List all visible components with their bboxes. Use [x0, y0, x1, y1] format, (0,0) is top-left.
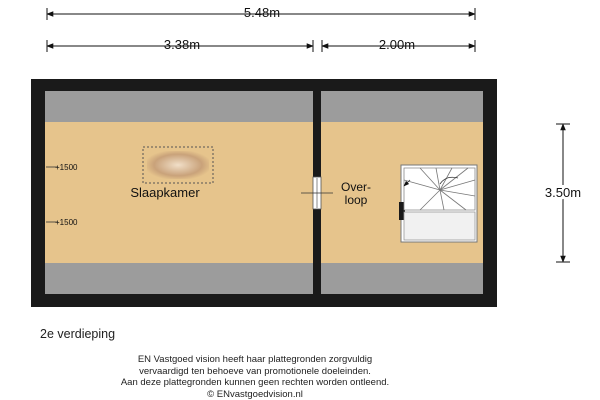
- height-mark-1: +1500: [55, 163, 78, 172]
- bedroom-label: Slaapkamer: [130, 185, 200, 200]
- staircase: [399, 165, 477, 242]
- depth-label: 3.50m: [544, 185, 582, 200]
- disclaimer-line-4: © ENvastgoedvision.nl: [207, 388, 303, 400]
- disclaimer: [0, 354, 510, 400]
- disclaimer-line-1: EN Vastgoed vision heeft haar plattegronden zorgvuldig: [137, 354, 373, 365]
- disclaimer-line-2: vervaardigd ten behoeve van promotionele doeleinden.: [139, 365, 371, 377]
- landing-low-ceiling-bottom: [321, 263, 483, 294]
- landing-label-line1: Over-: [341, 180, 371, 194]
- landing-label-line2: loop: [344, 193, 368, 207]
- right-width-dimension: [322, 37, 475, 52]
- left-width-dimension: [47, 37, 313, 52]
- total-width-dimension: [47, 5, 475, 20]
- skylight-window: [143, 147, 213, 183]
- right-width-label: 2.00m: [378, 37, 416, 52]
- bedroom-low-ceiling-top: [45, 91, 313, 122]
- left-width-label: 3.38m: [163, 37, 201, 52]
- depth-dimension: [545, 124, 581, 262]
- height-mark-2: +1500: [55, 218, 78, 227]
- disclaimer-line-3: Aan deze plattegronden kunnen geen rechten worden ontleend.: [120, 377, 390, 388]
- bedroom-low-ceiling-bottom: [45, 263, 313, 294]
- landing-low-ceiling-top: [321, 91, 483, 122]
- total-width-label: 5.48m: [243, 5, 281, 20]
- floor-label: 2e verdieping: [40, 327, 116, 341]
